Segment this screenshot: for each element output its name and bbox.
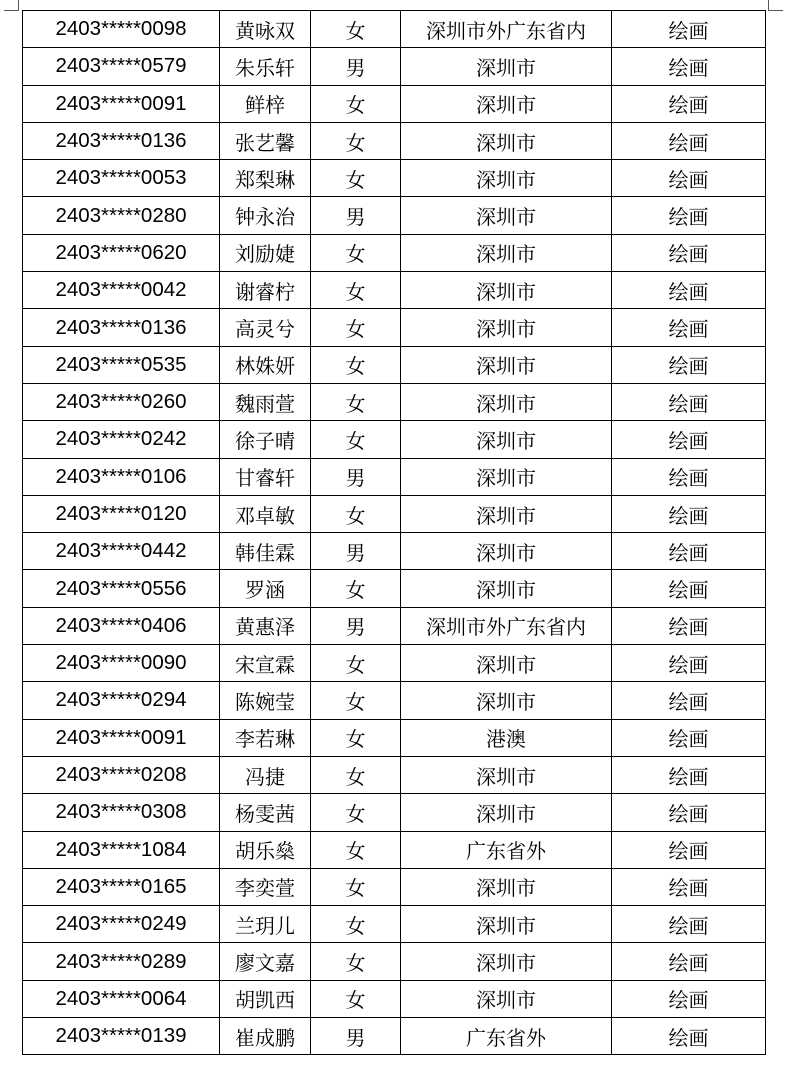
cell-gender: 男: [311, 533, 401, 570]
cell-gender: 女: [311, 85, 401, 122]
table-row: [23, 756, 766, 793]
table-row: [23, 868, 766, 905]
cell-region: 深圳市: [401, 383, 612, 420]
cell-region: 深圳市: [401, 980, 612, 1017]
cell-name: 杨雯茜: [220, 794, 311, 831]
cell-category: 绘画: [612, 122, 766, 159]
table-row: [23, 831, 766, 868]
cell-name: 李若琳: [220, 719, 311, 756]
cell-candidate-id: 2403*****0249: [23, 906, 220, 943]
cell-candidate-id: 2403*****0308: [23, 794, 220, 831]
cell-region: 深圳市: [401, 570, 612, 607]
cell-category: 绘画: [612, 421, 766, 458]
table-row: [23, 309, 766, 346]
cell-region: 港澳: [401, 719, 612, 756]
cell-gender: 女: [311, 645, 401, 682]
cell-gender: 女: [311, 980, 401, 1017]
cell-name: 罗涵: [220, 570, 311, 607]
cell-gender: 女: [311, 272, 401, 309]
table-row: [23, 383, 766, 420]
cell-region: 深圳市: [401, 868, 612, 905]
cell-candidate-id: 2403*****0289: [23, 943, 220, 980]
cell-gender: 女: [311, 309, 401, 346]
cell-region: 深圳市: [401, 906, 612, 943]
table-row: [23, 980, 766, 1017]
cell-candidate-id: 2403*****0136: [23, 122, 220, 159]
cell-gender: 女: [311, 11, 401, 48]
cell-gender: 女: [311, 756, 401, 793]
participant-table: [22, 10, 766, 1055]
cell-name: 胡凯西: [220, 980, 311, 1017]
table-row: [23, 346, 766, 383]
cell-category: 绘画: [612, 495, 766, 532]
cell-region: 深圳市: [401, 122, 612, 159]
cell-gender: 女: [311, 831, 401, 868]
cell-region: 深圳市: [401, 495, 612, 532]
cell-candidate-id: 2403*****0442: [23, 533, 220, 570]
cell-region: 深圳市外广东省内: [401, 11, 612, 48]
cell-region: 深圳市: [401, 421, 612, 458]
table-row: [23, 943, 766, 980]
cell-category: 绘画: [612, 906, 766, 943]
cell-category: 绘画: [612, 234, 766, 271]
cell-gender: 女: [311, 160, 401, 197]
cell-candidate-id: 2403*****0042: [23, 272, 220, 309]
table-row: [23, 794, 766, 831]
table-row: [23, 570, 766, 607]
cell-category: 绘画: [612, 570, 766, 607]
cell-candidate-id: 2403*****0579: [23, 48, 220, 85]
table-row: [23, 533, 766, 570]
table-row: [23, 160, 766, 197]
cell-category: 绘画: [612, 383, 766, 420]
cell-gender: 女: [311, 383, 401, 420]
table-row: [23, 197, 766, 234]
cell-candidate-id: 2403*****0260: [23, 383, 220, 420]
cell-category: 绘画: [612, 533, 766, 570]
table-row: [23, 234, 766, 271]
cell-candidate-id: 2403*****0064: [23, 980, 220, 1017]
table-row: [23, 906, 766, 943]
cell-gender: 女: [311, 495, 401, 532]
cell-gender: 女: [311, 906, 401, 943]
cell-name: 邓卓敏: [220, 495, 311, 532]
table-row: [23, 85, 766, 122]
cell-name: 陈婉莹: [220, 682, 311, 719]
cell-name: 谢睿柠: [220, 272, 311, 309]
cell-name: 张艺馨: [220, 122, 311, 159]
cell-gender: 女: [311, 346, 401, 383]
cell-gender: 女: [311, 794, 401, 831]
cell-candidate-id: 2403*****0280: [23, 197, 220, 234]
table-row: [23, 272, 766, 309]
cell-name: 朱乐轩: [220, 48, 311, 85]
cell-name: 林姝妍: [220, 346, 311, 383]
table-row: [23, 682, 766, 719]
cell-candidate-id: 2403*****0535: [23, 346, 220, 383]
page-corner-mark-left: [4, 0, 19, 11]
cell-candidate-id: 2403*****0139: [23, 1018, 220, 1055]
cell-name: 宋宣霖: [220, 645, 311, 682]
cell-candidate-id: 2403*****0294: [23, 682, 220, 719]
cell-gender: 女: [311, 868, 401, 905]
cell-region: 深圳市: [401, 533, 612, 570]
cell-category: 绘画: [612, 1018, 766, 1055]
cell-candidate-id: 2403*****0090: [23, 645, 220, 682]
cell-region: 深圳市: [401, 943, 612, 980]
cell-region: 深圳市: [401, 160, 612, 197]
cell-candidate-id: 2403*****0091: [23, 719, 220, 756]
cell-region: 深圳市: [401, 234, 612, 271]
cell-gender: 女: [311, 122, 401, 159]
cell-name: 李奕萱: [220, 868, 311, 905]
cell-gender: 男: [311, 458, 401, 495]
cell-category: 绘画: [612, 309, 766, 346]
cell-category: 绘画: [612, 85, 766, 122]
cell-category: 绘画: [612, 197, 766, 234]
cell-category: 绘画: [612, 831, 766, 868]
cell-region: 深圳市外广东省内: [401, 607, 612, 644]
cell-gender: 女: [311, 421, 401, 458]
cell-region: 深圳市: [401, 309, 612, 346]
cell-category: 绘画: [612, 346, 766, 383]
cell-region: 深圳市: [401, 197, 612, 234]
cell-category: 绘画: [612, 756, 766, 793]
cell-name: 兰玥儿: [220, 906, 311, 943]
cell-gender: 女: [311, 570, 401, 607]
cell-name: 鲜梓: [220, 85, 311, 122]
cell-category: 绘画: [612, 868, 766, 905]
cell-name: 崔成鹏: [220, 1018, 311, 1055]
cell-candidate-id: 2403*****0120: [23, 495, 220, 532]
cell-candidate-id: 2403*****1084: [23, 831, 220, 868]
cell-name: 黄惠泽: [220, 607, 311, 644]
cell-name: 魏雨萱: [220, 383, 311, 420]
cell-name: 黄咏双: [220, 11, 311, 48]
cell-candidate-id: 2403*****0098: [23, 11, 220, 48]
cell-gender: 男: [311, 48, 401, 85]
cell-gender: 女: [311, 234, 401, 271]
cell-gender: 男: [311, 1018, 401, 1055]
cell-name: 高灵兮: [220, 309, 311, 346]
cell-region: 深圳市: [401, 794, 612, 831]
cell-region: 广东省外: [401, 831, 612, 868]
cell-candidate-id: 2403*****0620: [23, 234, 220, 271]
cell-region: 深圳市: [401, 48, 612, 85]
cell-candidate-id: 2403*****0106: [23, 458, 220, 495]
cell-candidate-id: 2403*****0242: [23, 421, 220, 458]
cell-category: 绘画: [612, 645, 766, 682]
cell-category: 绘画: [612, 682, 766, 719]
table-row: [23, 11, 766, 48]
cell-category: 绘画: [612, 980, 766, 1017]
cell-candidate-id: 2403*****0091: [23, 85, 220, 122]
cell-region: 广东省外: [401, 1018, 612, 1055]
cell-category: 绘画: [612, 943, 766, 980]
table-row: [23, 458, 766, 495]
cell-name: 廖文嘉: [220, 943, 311, 980]
cell-name: 甘睿轩: [220, 458, 311, 495]
cell-candidate-id: 2403*****0165: [23, 868, 220, 905]
cell-name: 徐子晴: [220, 421, 311, 458]
cell-category: 绘画: [612, 11, 766, 48]
table-row: [23, 645, 766, 682]
cell-category: 绘画: [612, 48, 766, 85]
cell-region: 深圳市: [401, 756, 612, 793]
cell-gender: 女: [311, 682, 401, 719]
table-row: [23, 719, 766, 756]
table-row: [23, 421, 766, 458]
cell-category: 绘画: [612, 160, 766, 197]
cell-gender: 男: [311, 607, 401, 644]
cell-region: 深圳市: [401, 85, 612, 122]
table-row: [23, 122, 766, 159]
cell-name: 钟永治: [220, 197, 311, 234]
cell-region: 深圳市: [401, 272, 612, 309]
cell-category: 绘画: [612, 794, 766, 831]
cell-category: 绘画: [612, 607, 766, 644]
cell-candidate-id: 2403*****0136: [23, 309, 220, 346]
cell-candidate-id: 2403*****0406: [23, 607, 220, 644]
cell-candidate-id: 2403*****0053: [23, 160, 220, 197]
cell-name: 冯捷: [220, 756, 311, 793]
cell-region: 深圳市: [401, 346, 612, 383]
table-row: [23, 607, 766, 644]
table-row: [23, 48, 766, 85]
cell-region: 深圳市: [401, 458, 612, 495]
cell-category: 绘画: [612, 272, 766, 309]
cell-region: 深圳市: [401, 645, 612, 682]
cell-gender: 男: [311, 197, 401, 234]
cell-name: 郑梨琳: [220, 160, 311, 197]
cell-name: 胡乐燊: [220, 831, 311, 868]
table-row: [23, 1018, 766, 1055]
cell-candidate-id: 2403*****0208: [23, 756, 220, 793]
cell-name: 刘励婕: [220, 234, 311, 271]
participant-table-body: [23, 11, 766, 1055]
cell-name: 韩佳霖: [220, 533, 311, 570]
cell-candidate-id: 2403*****0556: [23, 570, 220, 607]
table-row: [23, 495, 766, 532]
cell-category: 绘画: [612, 719, 766, 756]
cell-category: 绘画: [612, 458, 766, 495]
cell-gender: 女: [311, 943, 401, 980]
cell-gender: 女: [311, 719, 401, 756]
page-corner-mark-right: [768, 0, 783, 11]
cell-region: 深圳市: [401, 682, 612, 719]
